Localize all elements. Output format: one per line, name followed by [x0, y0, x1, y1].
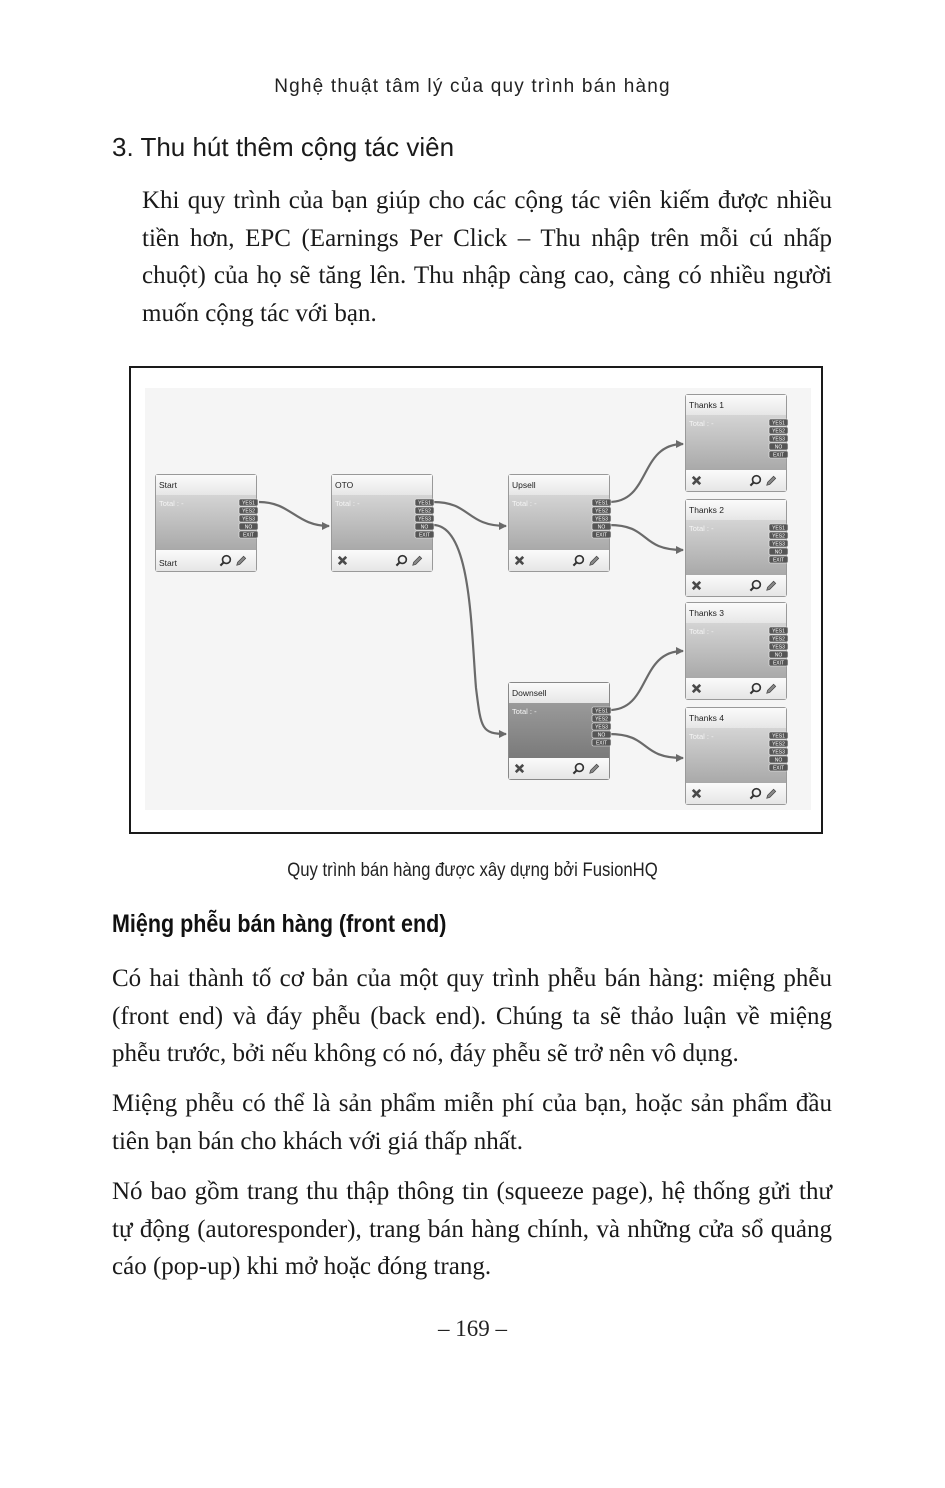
paragraph-epc: Khi quy trình của bạn giúp cho các cộng tác viên kiếm được nhiều tiền hơn, EPC (Earnings Per Click – Thu nhập trên mỗi cú nhấp chuột) của họ sẽ tăng lên. Thu nhập càng cao, càng có nhiều người muốn cộng tác với bạn. [142, 187, 832, 327]
node-total: Total : - [159, 499, 184, 508]
port-label: EXIT [242, 532, 255, 539]
node-title: Thanks 4 [689, 713, 724, 723]
port-label: NO [774, 549, 783, 556]
port-label: YES2 [772, 428, 785, 435]
port-label: YES2 [772, 636, 785, 643]
port-yes1[interactable] [239, 499, 258, 506]
port-label: YES1 [772, 628, 785, 635]
port-yes2[interactable] [769, 635, 788, 642]
section-heading: Miệng phễu bán hàng (front end) [112, 910, 447, 938]
port-yes1[interactable] [769, 627, 788, 634]
port-yes1[interactable] [592, 499, 611, 506]
paragraph-3: Nó bao gồm trang thu thập thông tin (squeeze page), hệ thống gửi thư tự động (autoresponder), trang bán hàng chính, và những cửa sổ quảng cáo (pop-up) khi mở hoặc đóng trang. [112, 1178, 832, 1280]
port-label: EXIT [595, 532, 608, 539]
port-label: YES3 [595, 724, 608, 731]
port-no[interactable] [415, 523, 434, 530]
port-label: YES3 [772, 644, 785, 651]
port-label: EXIT [772, 660, 785, 667]
port-yes3[interactable] [415, 515, 434, 522]
port-no[interactable] [769, 548, 788, 555]
port-label: YES2 [242, 508, 255, 515]
port-yes3[interactable] [592, 723, 611, 730]
port-yes1[interactable] [415, 499, 434, 506]
paragraph-1: Có hai thành tố cơ bản của một quy trình phễu bán hàng: miệng phễu (front end) và đáy phễu (back end). Chúng ta sẽ thảo luận về miệng phễu trước, bởi nếu không có nó, đáy phễu sẽ trở nên vô dụng. [112, 965, 832, 1067]
port-label: YES1 [772, 525, 785, 532]
port-yes2[interactable] [592, 507, 611, 514]
port-label: EXIT [772, 765, 785, 772]
node-title: Downsell [512, 688, 547, 698]
port-no[interactable] [239, 523, 258, 530]
port-label: NO [774, 757, 783, 764]
port-label: NO [774, 652, 783, 659]
port-yes1[interactable] [592, 707, 611, 714]
funnel-figure [129, 366, 823, 834]
port-yes3[interactable] [769, 748, 788, 755]
node-upsell[interactable] [508, 474, 611, 572]
port-label: YES3 [772, 541, 785, 548]
port-yes1[interactable] [769, 524, 788, 531]
port-exit[interactable] [592, 739, 611, 746]
port-yes2[interactable] [415, 507, 434, 514]
node-thanks-4[interactable] [685, 707, 788, 805]
port-label: EXIT [418, 532, 431, 539]
port-label: NO [420, 524, 429, 531]
node-thanks-3[interactable] [685, 602, 788, 700]
page-number: – 169 – [438, 1316, 507, 1341]
port-label: YES2 [595, 716, 608, 723]
port-label: YES2 [595, 508, 608, 515]
port-label: NO [244, 524, 253, 531]
port-label: EXIT [772, 452, 785, 459]
port-yes1[interactable] [769, 732, 788, 739]
port-label: EXIT [772, 557, 785, 564]
node-total: Total : - [689, 732, 714, 741]
port-yes3[interactable] [769, 643, 788, 650]
node-title: Thanks 2 [689, 505, 724, 515]
port-yes2[interactable] [592, 715, 611, 722]
port-exit[interactable] [239, 531, 258, 538]
port-yes1[interactable] [769, 419, 788, 426]
port-no[interactable] [592, 523, 611, 530]
port-yes3[interactable] [592, 515, 611, 522]
node-title: Thanks 3 [689, 608, 724, 618]
port-label: NO [774, 444, 783, 451]
port-label: YES1 [418, 500, 431, 507]
node-title: Start [159, 480, 177, 490]
node-thanks-2[interactable] [685, 499, 788, 597]
port-label: YES2 [418, 508, 431, 515]
port-exit[interactable] [415, 531, 434, 538]
port-no[interactable] [769, 651, 788, 658]
node-start[interactable] [155, 474, 258, 572]
port-label: YES1 [595, 708, 608, 715]
port-yes3[interactable] [239, 515, 258, 522]
port-label: YES2 [772, 741, 785, 748]
paragraph-2: Miệng phễu có thể là sản phẩm miễn phí của bạn, hoặc sản phẩm đầu tiên bạn bán cho khách với giá thấp nhất. [112, 1090, 832, 1155]
port-yes2[interactable] [769, 532, 788, 539]
figure-caption: Quy trình bán hàng được xây dựng bởi FusionHQ [287, 860, 658, 881]
node-title: Thanks 1 [689, 400, 724, 410]
port-label: YES1 [772, 420, 785, 427]
funnel-diagram [131, 368, 821, 832]
port-label: NO [597, 524, 606, 531]
port-yes2[interactable] [239, 507, 258, 514]
port-label: YES3 [772, 749, 785, 756]
node-total: Total : - [689, 524, 714, 533]
port-yes3[interactable] [769, 540, 788, 547]
port-yes2[interactable] [769, 427, 788, 434]
port-exit[interactable] [769, 556, 788, 563]
node-thanks-1[interactable] [685, 394, 788, 492]
port-yes3[interactable] [769, 435, 788, 442]
port-label: NO [597, 732, 606, 739]
node-total: Total : - [335, 499, 360, 508]
port-exit[interactable] [769, 764, 788, 771]
list-item-heading: 3. Thu hút thêm cộng tác viên [112, 132, 455, 162]
node-title: OTO [335, 480, 354, 490]
node-total: Total : - [689, 627, 714, 636]
port-label: YES1 [772, 733, 785, 740]
node-title: Upsell [512, 480, 536, 490]
node-total: Total : - [689, 419, 714, 428]
node-footer-label: Start [159, 558, 177, 568]
port-label: YES3 [595, 516, 608, 523]
running-head: Nghệ thuật tâm lý của quy trình bán hàng [274, 76, 671, 97]
port-exit[interactable] [592, 531, 611, 538]
port-yes2[interactable] [769, 740, 788, 747]
node-oto[interactable] [331, 474, 434, 572]
port-label: YES2 [772, 533, 785, 540]
port-exit[interactable] [769, 451, 788, 458]
port-label: YES3 [418, 516, 431, 523]
port-exit[interactable] [769, 659, 788, 666]
node-total: Total : - [512, 499, 537, 508]
port-no[interactable] [769, 443, 788, 450]
node-total: Total : - [512, 707, 537, 716]
port-no[interactable] [769, 756, 788, 763]
port-label: YES1 [242, 500, 255, 507]
port-label: YES1 [595, 500, 608, 507]
port-no[interactable] [592, 731, 611, 738]
node-downsell[interactable] [508, 682, 611, 780]
port-label: YES3 [242, 516, 255, 523]
port-label: YES3 [772, 436, 785, 443]
port-label: EXIT [595, 740, 608, 747]
